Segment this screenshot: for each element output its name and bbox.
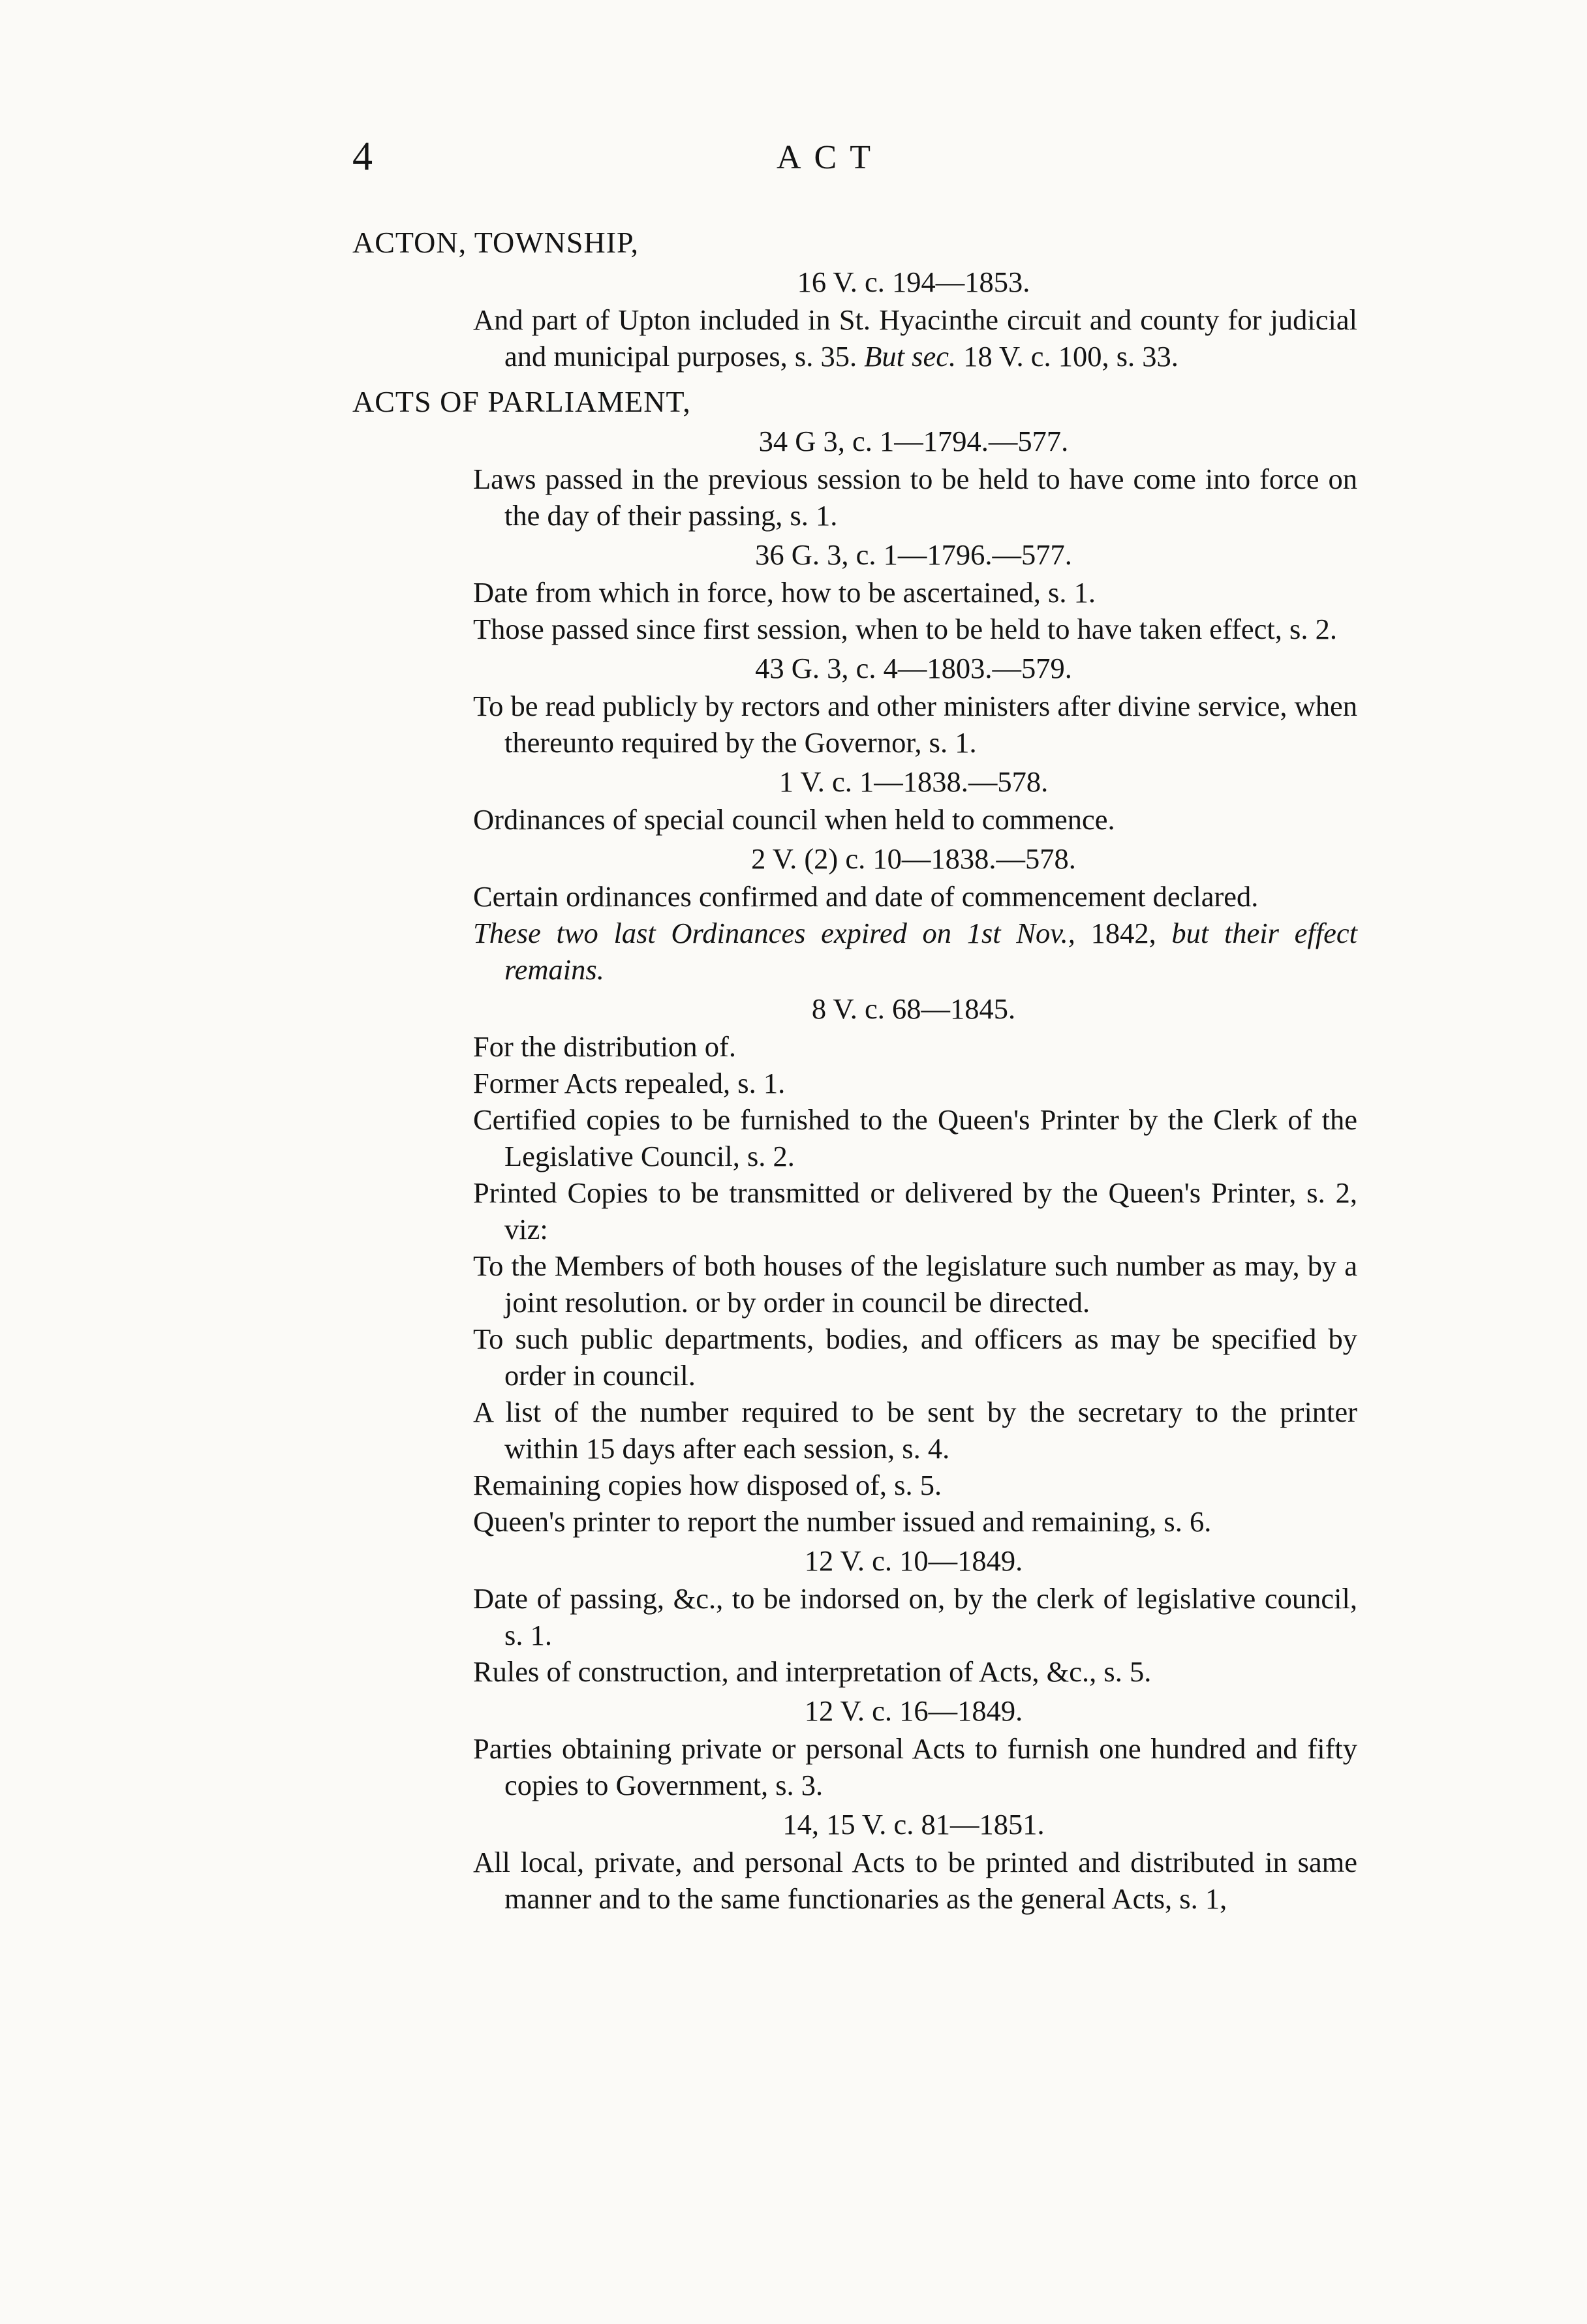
index-entry (473, 915, 1357, 988)
index-entry (473, 574, 1357, 611)
index-entry (473, 878, 1357, 915)
entry-text: Remaining copies how disposed of, s. 5. (473, 1469, 942, 1501)
entry-italic-tail: but their effect remains. (504, 917, 1357, 986)
index-entry (473, 1844, 1357, 1917)
statute-citation: 16 V. c. 194—1853. (797, 266, 1030, 298)
index-entry (473, 1730, 1357, 1803)
entry-group (352, 1580, 1357, 1690)
entry-text: Certified copies to be furnished to the Queen's Printer by the Clerk of the Legislative Council, s. 2. (473, 1103, 1357, 1172)
entry-text: To such public departments, bodies, and officers as may be specified by order in council. (473, 1323, 1357, 1392)
entry-text: To be read publicly by rectors and other ministers after divine service, when thereunto required by the Governor, s. 1. (473, 690, 1357, 759)
entry-text: Date from which in force, how to be ascertained, s. 1. (473, 576, 1096, 609)
entry-text: All local, private, and personal Acts to be printed and distributed in same manner and to the same functionaries as the general Acts, s. 1, (473, 1846, 1357, 1915)
entry-text: Printed Copies to be transmitted or delivered by the Queen's Printer, s. 2, viz: (473, 1176, 1357, 1246)
statute-citation: 36 G. 3, c. 1—1796.—577. (755, 538, 1072, 571)
entry-group (352, 688, 1357, 761)
index-entry (473, 1653, 1357, 1690)
entry-text: Date of passing, &c., to be indorsed on, by the clerk of legislative council, s. 1. (473, 1582, 1357, 1651)
index-entry (473, 1247, 1357, 1321)
statute-citation: 12 V. c. 10—1849. (804, 1544, 1023, 1577)
index-entry (473, 301, 1357, 375)
section-heading: ACTON, TOWNSHIP, (352, 226, 639, 259)
statute-citation: 12 V. c. 16—1849. (804, 1694, 1023, 1727)
entry-text: Certain ordinances confirmed and date of commencement declared. (473, 880, 1259, 913)
entry-group (352, 1844, 1357, 1917)
index-entry (473, 1321, 1357, 1394)
entry-text: A list of the number required to be sent by the secretary to the printer within 15 days after each session, s. 4. (473, 1396, 1357, 1465)
entry-group (352, 574, 1357, 647)
index-entry (473, 1394, 1357, 1467)
index-entry (473, 1467, 1357, 1503)
index-entry (473, 688, 1357, 761)
entry-italic-text: These two last Ordinances expired on 1st Nov., (473, 917, 1075, 949)
statute-citation: 1 V. c. 1—1838.—578. (778, 765, 1049, 798)
entry-group (352, 878, 1357, 988)
entry-text: Former Acts repealed, s. 1. (473, 1067, 786, 1099)
statute-citation: 43 G. 3, c. 4—1803.—579. (755, 652, 1072, 684)
index-entry (473, 1028, 1357, 1065)
entry-text: Ordinances of special council when held to commence. (473, 803, 1115, 836)
entry-group (352, 461, 1357, 534)
index-entry (473, 1065, 1357, 1101)
index-entry (473, 801, 1357, 838)
entry-text: And part of Upton included in St. Hyacinthe circuit and county for judicial and municipal purposes, s. 35. (473, 303, 1357, 373)
statute-citation: 34 G 3, c. 1—1794.—577. (758, 425, 1069, 457)
entry-group (352, 1028, 1357, 1540)
running-head: ACT (777, 139, 884, 176)
entry-text: To the Members of both houses of the legislature such number as may, by a joint resolution. or by order in council be directed. (473, 1249, 1357, 1319)
entry-text: For the distribution of. (473, 1030, 736, 1063)
entry-italic-tail: But sec. (864, 340, 957, 373)
entry-group (352, 1730, 1357, 1803)
index-entry (473, 611, 1357, 647)
page-number: 4 (352, 134, 373, 179)
index-entry (473, 1580, 1357, 1653)
entry-text: Rules of construction, and interpretation of Acts, &c., s. 5. (473, 1655, 1152, 1688)
statute-citation: 8 V. c. 68—1845. (811, 992, 1016, 1025)
entry-text: Queen's printer to report the number issued and remaining, s. 6. (473, 1505, 1212, 1538)
entry-group (352, 301, 1357, 375)
index-entry (473, 1503, 1357, 1540)
entry-text: Parties obtaining private or personal Acts to furnish one hundred and fifty copies to Government, s. 3. (473, 1732, 1357, 1801)
index-entry (473, 461, 1357, 534)
entry-tail: 18 V. c. 100, s. 33. (963, 340, 1179, 373)
entry-tail: 1842, (1090, 917, 1156, 949)
entry-text: Those passed since first session, when to be held to have taken effect, s. 2. (473, 613, 1337, 645)
entry-text: Laws passed in the previous session to be held to have come into force on the day of their passing, s. 1. (473, 463, 1357, 532)
index-entry (473, 1101, 1357, 1174)
index-entry (473, 1174, 1357, 1247)
statute-citation: 2 V. (2) c. 10—1838.—578. (751, 842, 1076, 875)
entry-group (352, 801, 1357, 838)
section-heading: ACTS OF PARLIAMENT, (352, 385, 691, 418)
statute-citation: 14, 15 V. c. 81—1851. (782, 1808, 1045, 1841)
index-column (352, 215, 1357, 1917)
